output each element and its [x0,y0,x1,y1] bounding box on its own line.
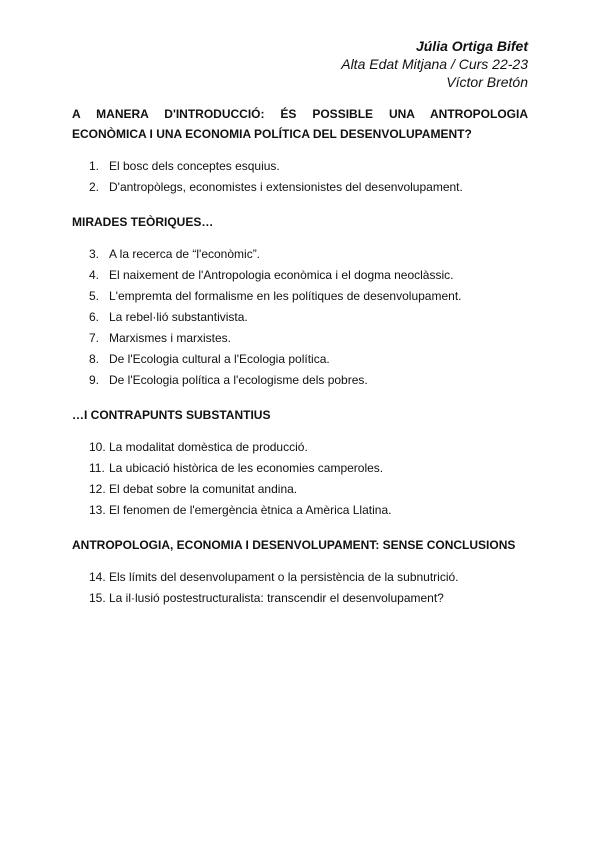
section-conclusions [72,535,528,609]
list-item: 5. L'empremta del formalisme en les polítiques de desenvolupament. [89,289,462,303]
course-info: Alta Edat Mitjana / Curs 22-23 [341,56,528,72]
list-item: 15. La il·lusió postestructuralista: transcendir el desenvolupament? [89,591,444,605]
list-item: 3. A la recerca de “l'econòmic”. [89,247,261,261]
list-item: 1. El bosc dels conceptes esquius. [89,159,280,173]
list-item: 8. De l'Ecologia cultural a l'Ecologia política. [89,352,330,366]
document-header [341,37,528,91]
section-title: ANTROPOLOGIA, ECONOMIA I DESENVOLUPAMENT: SENSE CONCLUSIONS [72,538,516,552]
list-item: 7. Marxismes i marxistes. [89,331,232,345]
list-item: 10. La modalitat domèstica de producció. [89,440,308,454]
topic-list [72,156,528,198]
section-title: A MANERA D'INTRODUCCIÓ: ÉS POSSIBLE UNA ANTROPOLOGIA ECONÒMICA I UNA ECONOMIA POLÍTICA DEL DESENVOLUPAMENT? [72,107,528,141]
list-item: 2. D'antropòlegs, economistes i extensionistes del desenvolupament. [89,180,463,194]
teacher-name: Víctor Bretón [446,74,528,90]
section-title: …I CONTRAPUNTS SUBSTANTIUS [72,408,271,422]
list-item: 12. El debat sobre la comunitat andina. [89,482,298,496]
list-item: 11. La ubicació històrica de les economies camperoles. [89,461,384,475]
list-item: 4. El naixement de l'Antropologia econòmica i el dogma neoclàssic. [89,268,454,282]
list-item: 14. Els límits del desenvolupament o la persistència de la subnutrició. [89,570,459,584]
document-body [72,104,528,623]
section-introduction [72,104,528,198]
section-counterpoints [72,405,528,521]
list-item: 9. De l'Ecologia política a l'ecologisme dels pobres. [89,373,368,387]
topic-list [72,567,528,609]
author-name: Júlia Ortiga Bifet [415,38,528,54]
topic-list [72,437,528,521]
section-title: MIRADES TEÒRIQUES… [72,215,214,229]
section-theoretical [72,212,528,391]
list-item: 6. La rebel·lió substantivista. [89,310,248,324]
list-item: 13. El fenomen de l'emergència ètnica a Amèrica Llatina. [89,503,392,517]
topic-list [72,244,528,391]
